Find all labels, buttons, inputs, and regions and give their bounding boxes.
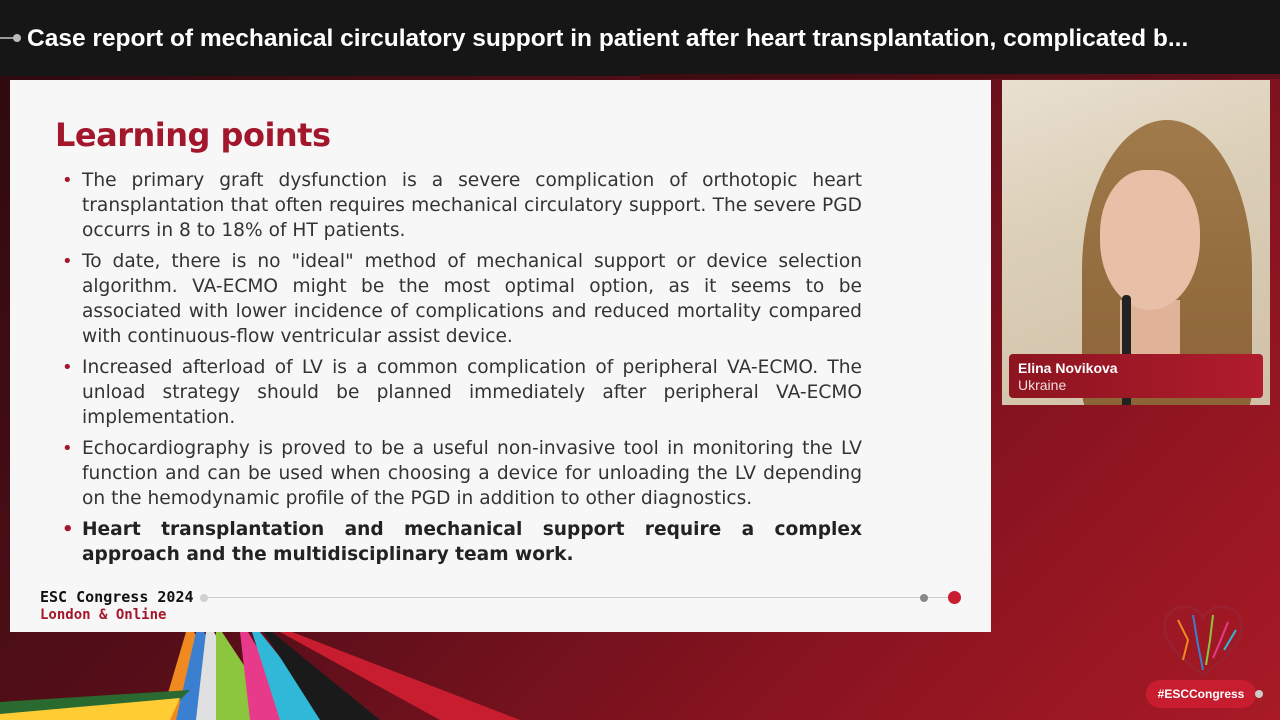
bullet-icon: • bbox=[62, 170, 73, 191]
bullet-icon: • bbox=[62, 438, 73, 459]
progress-end-dot bbox=[948, 591, 961, 604]
speaker-face bbox=[1100, 170, 1200, 310]
bullet-icon: • bbox=[62, 519, 74, 540]
title-bullet-dot bbox=[13, 34, 21, 42]
progress-start-dot bbox=[200, 594, 208, 602]
bullet-item bbox=[62, 436, 862, 511]
session-title: Case report of mechanical circulatory support in patient after heart transplantation, complicated b... bbox=[27, 25, 1189, 52]
learning-points-list bbox=[62, 168, 862, 573]
esc-congress-brand bbox=[40, 589, 194, 624]
bullet-text: Echocardiography is proved to be a useful non-invasive tool in monitoring the LV function and can be used when choosing a device for unloading the LV depending on the hemodynamic profile of the PGD in addition to other diagnostics. bbox=[82, 438, 862, 509]
title-bar-accent bbox=[640, 74, 1280, 79]
bullet-text: Heart transplantation and mechanical support require a complex approach and the multidisciplinary team work. bbox=[82, 519, 862, 565]
slide-progress-line bbox=[204, 597, 954, 598]
speaker-name: Elina Novikova bbox=[1018, 360, 1118, 376]
bullet-icon: • bbox=[62, 251, 73, 272]
slide-heading: Learning points bbox=[55, 116, 331, 154]
presentation-slide bbox=[10, 80, 991, 632]
esc-heart-logo bbox=[1158, 600, 1248, 680]
bullet-item bbox=[62, 249, 862, 349]
title-bar bbox=[0, 0, 1280, 76]
decorative-stripes bbox=[0, 632, 560, 720]
speaker-country: Ukraine bbox=[1018, 377, 1067, 393]
hashtag-badge: #ESCCongress bbox=[1146, 680, 1256, 708]
bullet-icon: • bbox=[62, 357, 73, 378]
bullet-item-emphasis bbox=[62, 517, 862, 567]
brand-line-1: ESC Congress 2024 bbox=[40, 588, 194, 606]
bullet-item bbox=[62, 355, 862, 430]
brand-line-2: London & Online bbox=[40, 607, 167, 623]
bullet-text: Increased afterload of LV is a common complication of peripheral VA-ECMO. The unload strategy should be planned immediately after peripheral VA-ECMO implementation. bbox=[82, 357, 862, 428]
progress-mid-dot bbox=[920, 594, 928, 602]
speaker-name-card bbox=[1009, 354, 1263, 398]
bullet-text: The primary graft dysfunction is a severe complication of orthotopic heart transplantation that often requires mechanical circulatory support. The severe PGD occurrs in 8 to 18% of HT patients. bbox=[82, 170, 862, 241]
hashtag-dot bbox=[1255, 690, 1263, 698]
bullet-text: To date, there is no "ideal" method of mechanical support or device selection algorithm. VA-ECMO might be the most optimal option, as it seems to be associated with lower incidence of complications and reduced mortality compared with continuous-flow ventricular assist device. bbox=[82, 251, 862, 347]
bullet-item bbox=[62, 168, 862, 243]
